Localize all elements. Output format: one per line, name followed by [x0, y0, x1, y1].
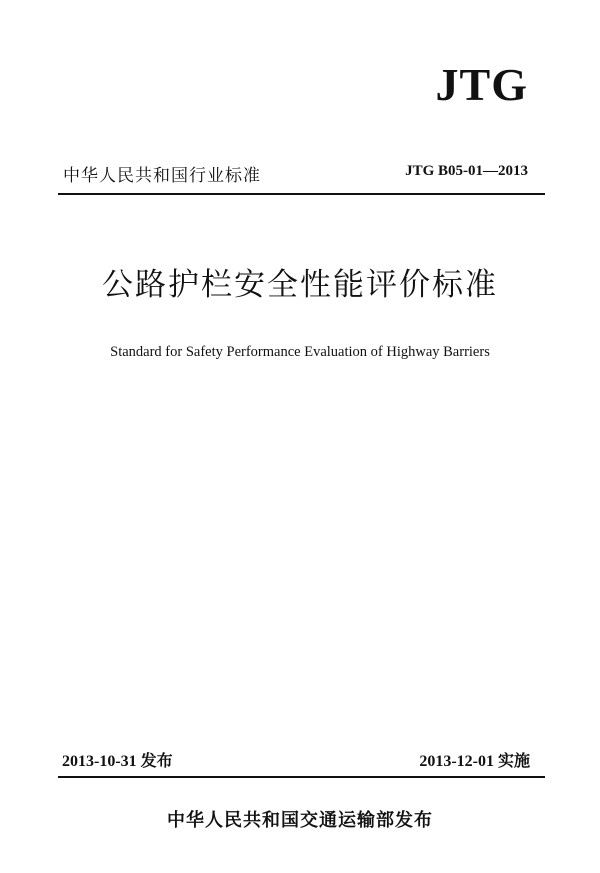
- document-title-chinese: 公路护栏安全性能评价标准: [102, 267, 498, 303]
- footer-divider: [58, 776, 545, 778]
- publisher: 中华人民共和国交通运输部发布: [167, 810, 433, 831]
- header-divider: [58, 193, 545, 195]
- standard-number: JTG B05-01—2013: [405, 163, 528, 179]
- effective-date: 2013-12-01 实施: [419, 753, 530, 770]
- issue-date: 2013-10-31 发布: [62, 753, 173, 770]
- document-title-english: Standard for Safety Performance Evaluation of Highway Barriers: [110, 344, 490, 360]
- jtg-logo: JTG: [435, 59, 528, 110]
- standard-category: 中华人民共和国行业标准: [63, 166, 261, 186]
